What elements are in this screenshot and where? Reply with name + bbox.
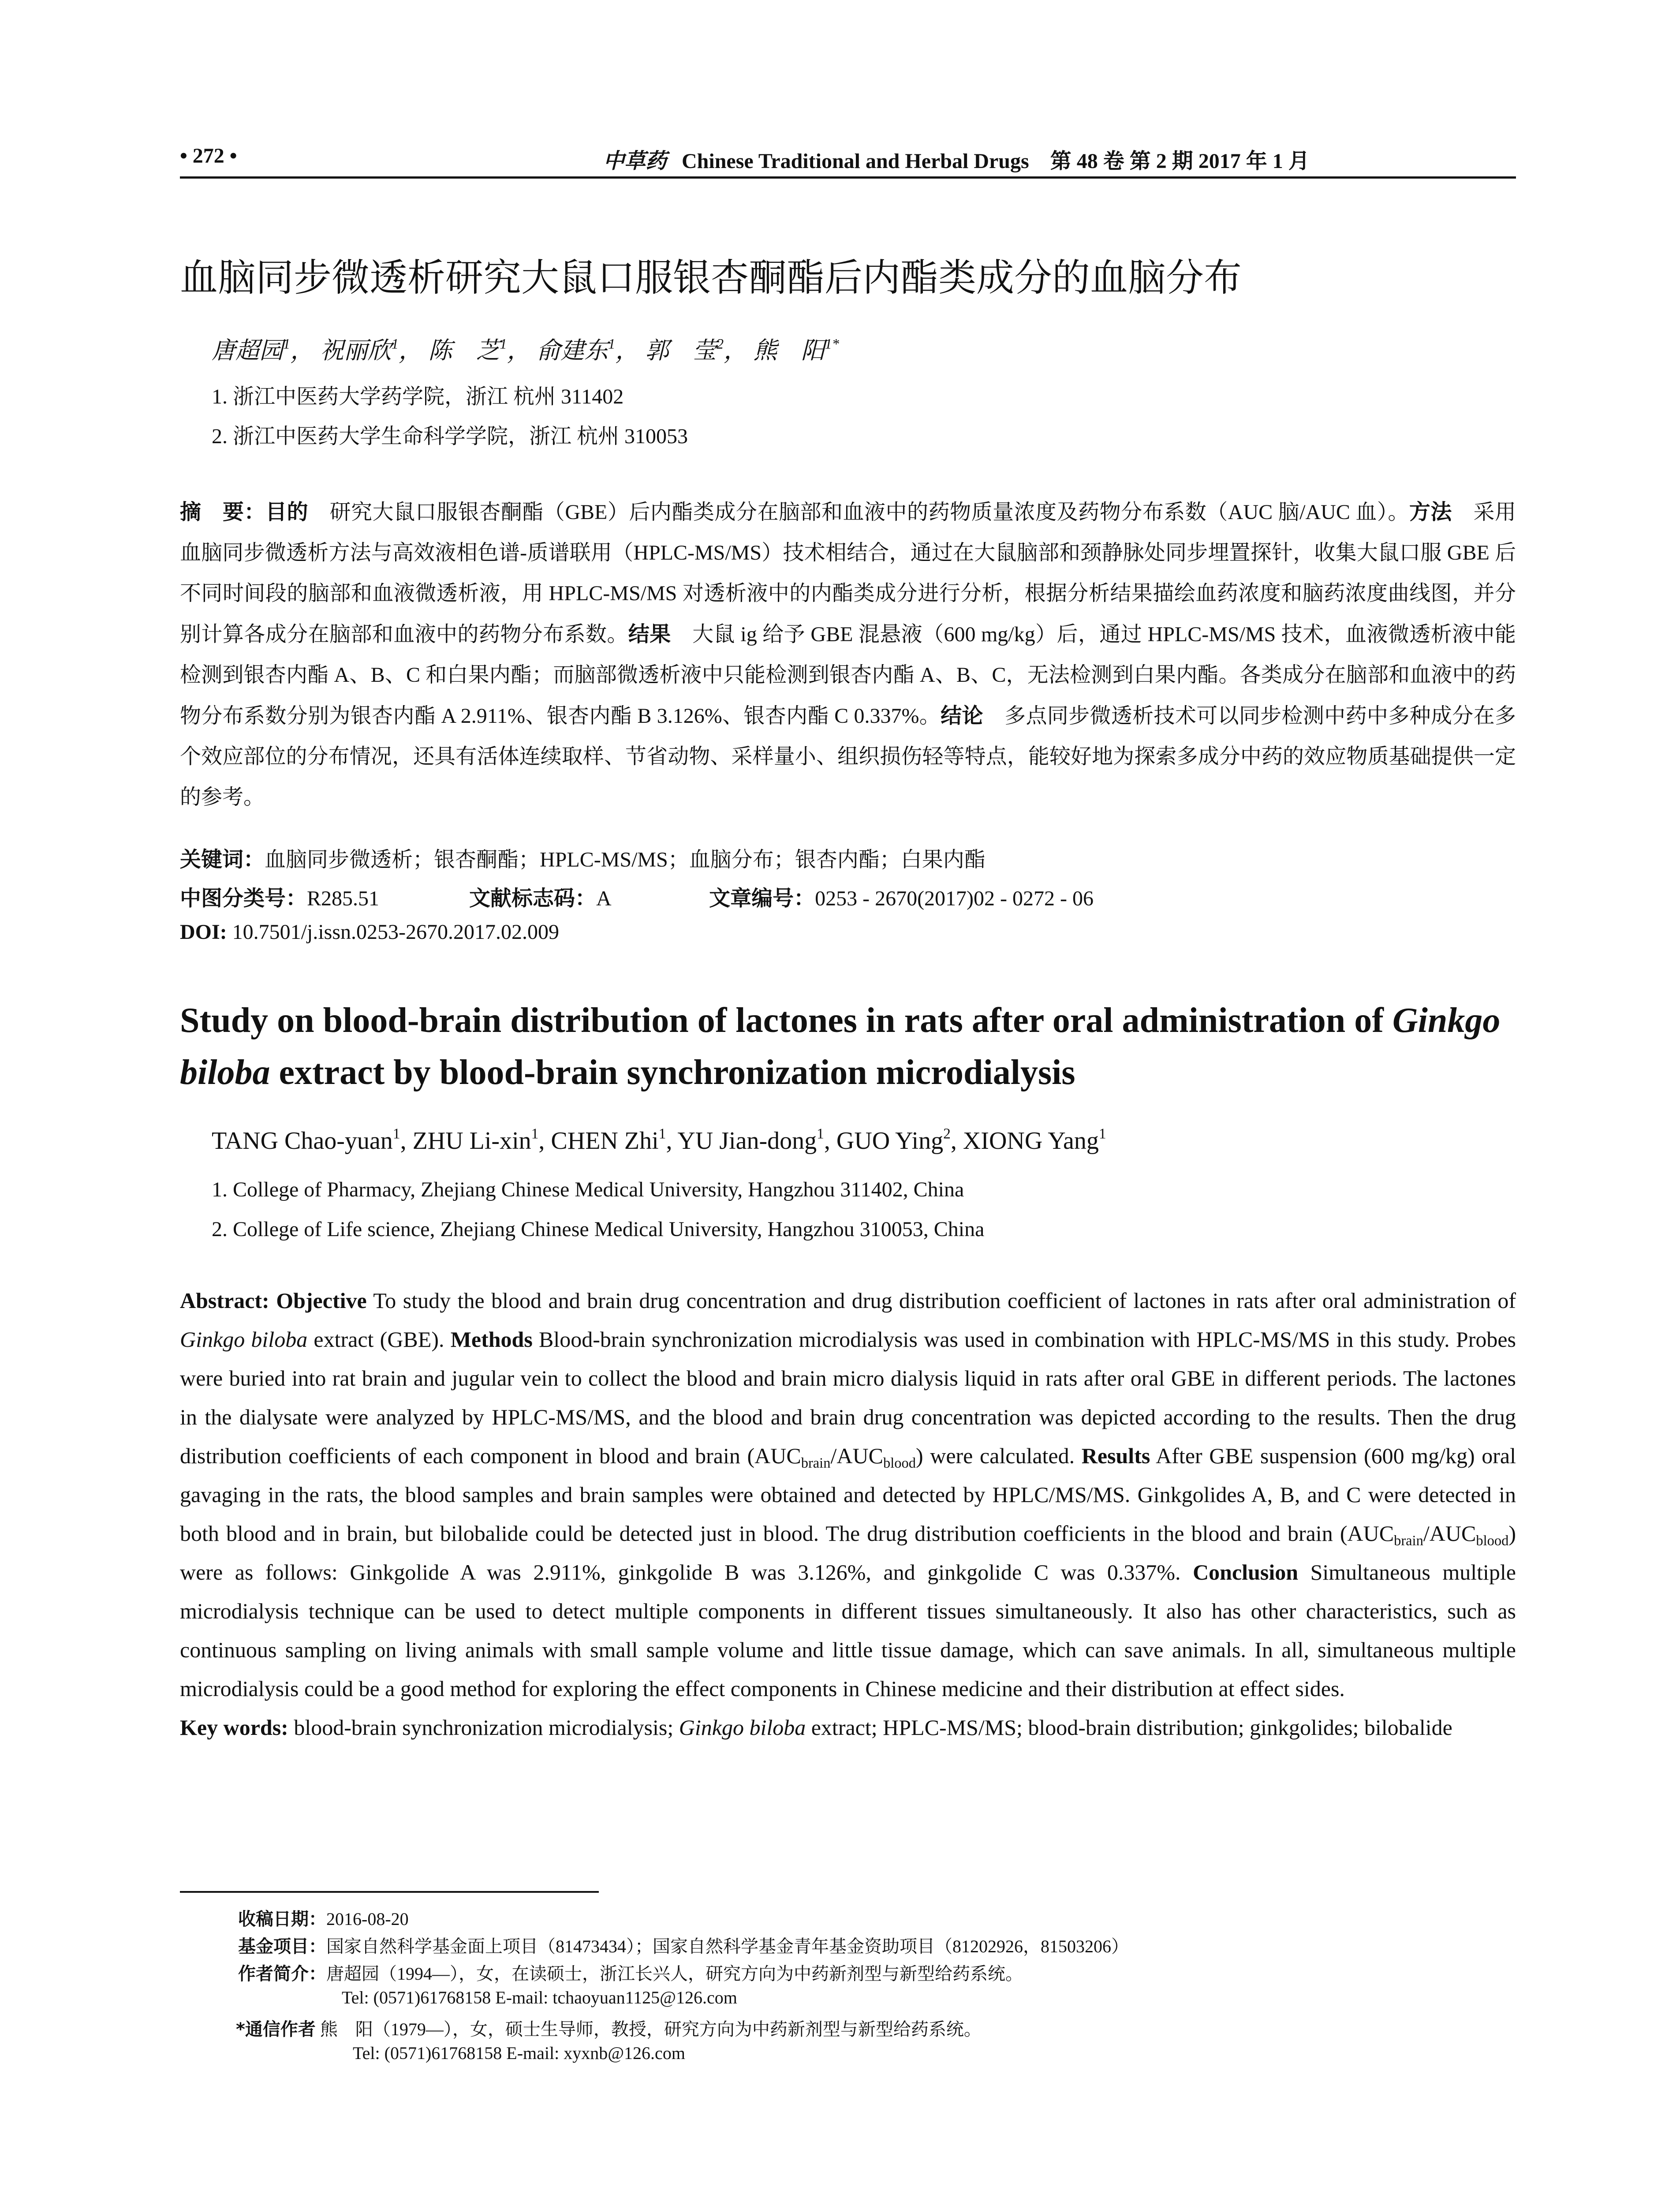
doc-code: A xyxy=(596,887,611,910)
title-en: Study on blood-brain distribution of lactones in rats after oral administration of Ginkgo biloba extract by blood-brain synchronization microdialysis xyxy=(180,1001,1501,1092)
doi-value: 10.7501/j.issn.0253-2670.2017.02.009 xyxy=(232,920,560,944)
affiliation-cn-2: 2. 浙江中医药大学生命科学学院，浙江 杭州 310053 xyxy=(212,425,688,448)
abstract-en-label: Abstract: xyxy=(180,1288,269,1313)
author-en: YU Jian-dong$^1$ xyxy=(677,1125,824,1155)
running-header xyxy=(180,140,1516,176)
clc-label: 中图分类号： xyxy=(180,886,307,911)
results-cn: 大鼠 ig 给予 GBE 混悬液（600 mg/kg）后，通过 HPLC-MS/MS 技术，血液微透析液中能检测到银杏内酯 A、B、C 和白果内酯；而脑部微透析液中只能检测到银杏内酯 A、B、C，无法检测到白果内酯。各类成分在脑部和血液中的药物分布系数分别为银杏内酯 A 2.911%、银杏内酯 B 3.126%、银杏内酯 C 0.337%。 xyxy=(180,623,1516,728)
doi-line xyxy=(180,920,559,944)
objective-cn: 研究大鼠口服银杏酮酯（GBE）后内酯类成分在脑部和血液中的药物质量浓度及药物分布系数（AUC 脑/AUC 血）。 xyxy=(308,501,1409,524)
clc-number: R285.51 xyxy=(307,887,380,910)
footnote-corresponding: *通信作者 熊 阳（1979—），女，硕士生导师，教授，研究方向为中药新剂型与新型给药系统。 xyxy=(236,2019,982,2040)
abstract-cn xyxy=(180,492,1516,818)
results-label-cn: 结果 xyxy=(628,622,671,647)
affiliation-en-1: 1. College of Pharmacy, Zhejiang Chinese Medical University, Hangzhou 311402, China xyxy=(212,1178,964,1201)
author-en: TANG Chao-yuan$^1$ xyxy=(212,1125,400,1155)
methods-cn: 采用血脑同步微透析方法与高效液相色谱-质谱联用（HPLC-MS/MS）技术相结合，通过在大鼠脑部和颈静脉处同步埋置探针，收集大鼠口服 GBE 后不同时间段的脑部和血液微透析液，用 HPLC-MS/MS 对透析液中的内酯类成分进行分析，根据分析结果描绘血药浓度和脑药浓度曲线图，并分别计算各成分在脑部和血液中的药物分布系数。 xyxy=(180,501,1516,646)
classification-line xyxy=(180,881,1094,912)
affiliation-cn-1: 1. 浙江中医药大学药学院，浙江 杭州 311402 xyxy=(212,385,624,408)
article-id-label: 文章编号： xyxy=(709,886,815,911)
footnote-corresponding-contact: Tel: (0571)61768158 E-mail: xyxnb@126.com xyxy=(353,2043,685,2063)
author-cn: 陈 芝$^1$ xyxy=(428,336,507,364)
author-en: ZHU Li-xin$^1$ xyxy=(412,1125,539,1155)
results-label-en: Results xyxy=(1081,1443,1150,1468)
methods-label-en: Methods xyxy=(450,1327,533,1352)
author-cn: 熊 阳$^{1*}$ xyxy=(753,336,839,364)
header-rule xyxy=(180,176,1516,179)
footnote-author: 作者简介：唐超园（1994—），女，在读硕士，浙江长兴人，研究方向为中药新剂型与新型给药系统。 xyxy=(238,1964,1023,1984)
footnote-received: 收稿日期：2016-08-20 xyxy=(238,1909,409,1929)
author-en: CHEN Zhi$^1$ xyxy=(551,1125,666,1155)
author-en: GUO Ying$^2$ xyxy=(836,1125,951,1155)
footnote-rule xyxy=(180,1891,599,1893)
author-cn: 郭 莹$^2$ xyxy=(645,336,724,364)
footnote-fund: 基金项目：国家自然科学基金面上项目（81473434）；国家自然科学基金青年基金资助项目（81202926，81503206） xyxy=(238,1936,1129,1957)
journal-name xyxy=(603,144,1310,174)
footnote-author-contact: Tel: (0571)61768158 E-mail: tchaoyuan1125@126.com xyxy=(342,1988,737,2007)
page-number: • 272 • xyxy=(180,144,237,168)
doi-label: DOI: xyxy=(180,920,227,944)
author-cn: 祝丽欣$^1$ xyxy=(320,336,399,364)
article-id: 0253 - 2670(2017)02 - 0272 - 06 xyxy=(815,887,1094,910)
abstract-cn-label: 摘 要： xyxy=(180,500,266,524)
authors-en: TANG Chao-yuan$^1$, ZHU Li-xin$^1$, CHEN Zhi$^1$, YU Jian-dong$^1$, GUO Ying$^2$, XIONG Yang$^1$ xyxy=(212,1125,1106,1155)
journal-name-cn: 中草药 xyxy=(603,149,667,173)
journal-name-en: Chinese Traditional and Herbal Drugs xyxy=(682,149,1029,173)
authors-cn: 唐超园$^1$， 祝丽欣$^1$， 陈 芝$^1$， 俞建东$^1$， 郭 莹$^2$， 熊 阳$^{1*}$ xyxy=(212,336,839,364)
conclusion-cn: 多点同步微透析技术可以同步检测中药中多种成分在多个效应部位的分布情况，还具有活体连续取样、节省动物、采样量小、组织损伤轻等特点，能较好地为探索多成分中药的效应物质基础提供一定的参考。 xyxy=(180,704,1516,809)
conclusion-label-cn: 结论 xyxy=(941,703,983,728)
affiliation-en-2: 2. College of Life science, Zhejiang Chinese Medical University, Hangzhou 310053, China xyxy=(212,1218,985,1241)
doc-code-label: 文献标志码： xyxy=(469,886,597,911)
objective-label-cn: 目的 xyxy=(265,500,309,524)
journal-issue: 第 48 卷 第 2 期 2017 年 1 月 xyxy=(1050,149,1310,173)
keywords-cn: 关键词：血脑同步微透析；银杏酮酯；HPLC-MS/MS；血脑分布；银杏内酯；白果内酯 xyxy=(180,847,986,872)
author-cn: 唐超园$^1$ xyxy=(212,336,291,364)
title-cn: 血脑同步微透析研究大鼠口服银杏酮酯后内酯类成分的血脑分布 xyxy=(180,256,1242,300)
abstract-en: Abstract: Objective To study the blood and brain drug concentration and drug distribution coefficient of lactones in rats after oral administration of Ginkgo biloba extract (GBE). Methods Blood-brain synchronization microdialysis was used in combination with HPLC-MS/MS in this study. Probes were buried into rat brain and jugular vein to collect the blood and brain micro dialysis liquid in rats after oral GBE in different periods. The lactones in the dialysate were analyzed by HPLC-MS/MS, and the blood and brain drug concentration was depicted according to the results. Then the drug distribution coefficients of each component in blood and brain $(AUC_{brain}/AUC_{blood})$ were calculated. Results After GBE suspension (600 mg/kg) oral gavaging in the rats, the blood samples and brain samples were obtained and detected by HPLC/MS/MS. Ginkgolides A, B, and C were detected in both blood and in brain, but bilobalide could be detected just in blood. The drug distribution coefficients in the blood and brain $(AUC_{brain}/AUC_{blood})$ were as follows: Ginkgolide A was 2.911%, ginkgolide B was 3.126%, and ginkgolide C was 0.337%. Conclusion Simultaneous multiple microdialysis technique can be used to detect multiple components in different tissues simultaneously. It also has other characteristics, such as continuous sampling on living animals with small sample volume and little tissue damage, which can save animals. In all, simultaneous multiple microdialysis could be a good method for exploring the effect components in Chinese medicine and their distribution at effect sides. Key words: blood-brain synchronization microdialysis; Ginkgo biloba extract; HPLC-MS/MS; blood-brain distribution; ginkgolides; bilobalide xyxy=(180,1288,1516,1740)
methods-label-cn: 方法 xyxy=(1409,500,1452,524)
author-cn: 俞建东$^1$ xyxy=(537,336,616,364)
objective-label-en: Objective xyxy=(276,1288,367,1313)
keywords-en-label: Key words: xyxy=(180,1715,288,1740)
author-en: XIONG Yang$^1$ xyxy=(963,1125,1106,1155)
conclusion-label-en: Conclusion xyxy=(1193,1560,1299,1585)
